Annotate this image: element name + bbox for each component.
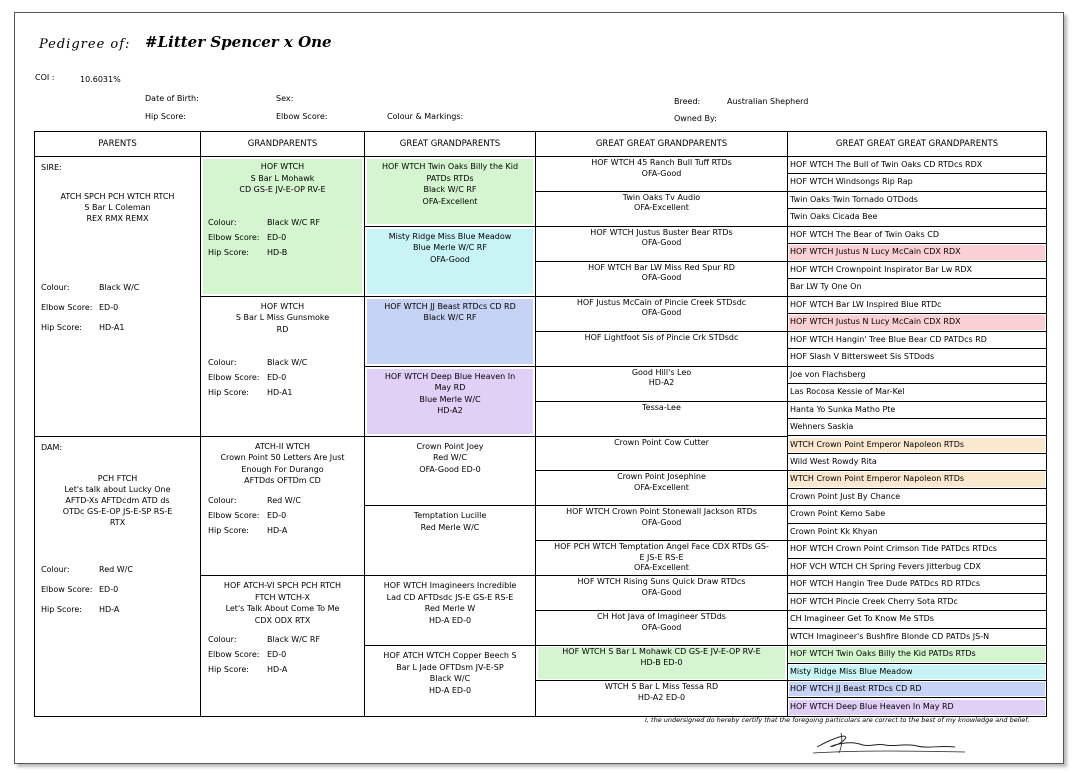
great-grandparent-cell — [365, 227, 535, 297]
ggg-grandparent-name: Bar LW Ty One On — [790, 282, 862, 292]
elbow-score-label: Elbow Score: — [276, 112, 328, 121]
ggg-grandparent-name: Crown Point Kemo Sabe — [790, 509, 886, 519]
great-grandparent-cell — [365, 576, 535, 646]
dam-hip-label: Hip Score: — [41, 604, 82, 614]
sire-elbow-label: Elbow Score: — [41, 303, 93, 312]
ggg-grandparent-row — [788, 419, 1046, 436]
gg-grandparent-cell — [536, 506, 787, 541]
gg-grandparent-cell — [536, 471, 787, 506]
ggg-grandparent-name: HOF WTCH The Bear of Twin Oaks CD — [790, 229, 939, 239]
ggg-grandparent-name: Crown Point Kk Khyan — [790, 526, 878, 536]
great-grandparent-cell — [365, 506, 535, 576]
gg-grandparent-cell — [536, 437, 787, 472]
gg-grandparent-name: HOF WTCH S Bar L Mohawk CD GS-E JV-E-OP RV-E HD-B ED-0 — [562, 647, 761, 667]
sire-colour-value: Black W/C — [99, 283, 140, 292]
dam-colour-value: Red W/C — [99, 564, 133, 574]
ggg-grandparent-name: HOF WTCH Pincie Creek Cherry Sota RTDc — [790, 596, 958, 606]
ggg-grandparent-row — [788, 244, 1046, 261]
great-grandparent-name: HOF WTCH Deep Blue Heaven In May RD Blue Merle W/C HD-A2 — [384, 371, 516, 416]
ggg-grandparent-name: Twin Oaks Twin Tornado OTDods — [790, 194, 918, 204]
gg-grandparent-name: HOF PCH WTCH Temptation Angel Face CDX RTDs GS- E JS-E RS-E OFA-Excellent — [554, 542, 769, 573]
gg-grandparent-name: HOF WTCH Bar LW Miss Red Spur RD OFA-Good — [588, 262, 735, 283]
dam-name: PCH FTCH Let's talk about Lucky One AFTD-Xs AFTDcdm ATD ds OTDc GS-E-OP JS-E-SP RS-E RTX — [62, 473, 173, 527]
gg-grandparent-name: WTCH S Bar L Miss Tessa RD HD-A2 ED-0 — [604, 682, 719, 702]
ggg-grandparents-column — [788, 132, 1046, 716]
ggg-grandparent-row — [788, 454, 1046, 471]
gg-grandparent-cell — [536, 262, 787, 297]
ggg-grandparent-row — [788, 629, 1046, 646]
ggg-grandparent-row — [788, 209, 1046, 226]
gg-grandparent-name: Good Hill's Leo HD-A2 — [631, 367, 692, 388]
great-grandparents-header: GREAT GRANDPARENTS — [365, 132, 535, 157]
sire-name: ATCH SPCH PCH WTCH RTCH S Bar L Coleman REX RMX REMX — [60, 192, 175, 223]
parents-column — [35, 132, 201, 716]
ggg-grandparent-row — [788, 524, 1046, 541]
ggg-grandparent-row — [788, 699, 1046, 716]
ggg-grandparent-row — [788, 157, 1046, 174]
grandparent-colour-label: Colour: — [208, 635, 237, 645]
ggg-grandparent-row — [788, 262, 1046, 279]
breed-value: Australian Shepherd — [727, 97, 809, 106]
gg-grandparent-name: Tessa-Lee — [642, 402, 681, 412]
gg-grandparent-name: HOF WTCH 45 Ranch Bull Tuff RTDs OFA-Good — [591, 158, 732, 178]
ggg-grandparent-row — [788, 559, 1046, 576]
ggg-grandparent-name: HOF WTCH Crown Point Crimson Tide PATDcs RTDcs — [790, 544, 997, 554]
gg-grandparent-name: Twin Oaks Tv Audio OFA-Excellent — [622, 192, 701, 213]
sire-role-label: SIRE: — [41, 163, 62, 172]
grandparent-colour-label: Colour: — [208, 218, 237, 227]
great-grandparent-name: Temptation Lucille Red Merle W/C — [413, 511, 487, 532]
grandparent-elbow-value: ED-0 — [267, 372, 287, 382]
gg-grandparent-name: HOF WTCH Justus Buster Bear RTDs OFA-Good — [590, 227, 733, 248]
ggg-grandparent-name: HOF WTCH Justus N Lucy McCain CDX RDX — [790, 317, 961, 327]
ggg-grandparent-name: HOF WTCH Deep Blue Heaven In May RD — [790, 701, 954, 711]
dam-colour-label: Colour: — [41, 564, 70, 574]
certification-text: I, the undersigned do hereby certify that the foregoing particulars are correct to the best of my knowledge and belief. — [645, 716, 1030, 724]
ggg-grandparent-row — [788, 611, 1046, 628]
grandparent-cell — [201, 576, 364, 716]
signature-icon — [805, 723, 975, 759]
ggg-grandparent-name: HOF WTCH The Bull of Twin Oaks CD RTDcs RDX — [790, 160, 983, 169]
sire-hip-label: Hip Score: — [41, 323, 82, 332]
grandparent-elbow-value: ED-0 — [267, 510, 287, 520]
ggg-grandparent-row — [788, 349, 1046, 366]
grandparent-elbow-label: Elbow Score: — [208, 372, 260, 382]
ggg-grandparent-row — [788, 227, 1046, 244]
pedigree-page — [14, 12, 1064, 764]
ggg-grandparent-name: WTCH Crown Point Emperor Napoleon RTDs — [790, 439, 965, 449]
ggg-grandparent-name: HOF WTCH Hangin' Tree Blue Bear CD PATDcs RD — [790, 334, 987, 344]
coi-value: 10.6031% — [80, 75, 121, 84]
ggg-grandparent-name: HOF WTCH Crownpoint Inspirator Bar Lw RDX — [790, 264, 972, 274]
grandparent-colour-value: Black W/C RF — [267, 218, 321, 227]
gg-grandparent-cell — [536, 576, 787, 611]
gg-grandparent-cell — [536, 611, 787, 646]
ggg-grandparent-row — [788, 192, 1046, 209]
pedigree-label: Pedigree of: — [39, 37, 131, 52]
grandparent-hip-value: HD-A — [267, 525, 288, 535]
ggg-grandparent-row — [788, 594, 1046, 611]
coi-label: COI : — [35, 73, 55, 82]
grandparent-colour-value: Black W/C — [267, 357, 308, 367]
great-grandparent-name: Crown Point Joey Red W/C OFA-Good ED-0 — [416, 441, 484, 474]
grandparent-cell — [201, 157, 364, 297]
great-grandparent-cell — [365, 157, 535, 227]
ggg-grandparent-name: Hanta Yo Sunka Matho Pte — [790, 404, 896, 414]
sire-hip-value: HD-A1 — [99, 323, 125, 332]
gg-grandparent-cell — [536, 402, 787, 437]
gg-grandparent-cell — [536, 646, 787, 681]
grandparent-hip-value: HD-A — [267, 665, 288, 675]
grandparents-header: GRANDPARENTS — [201, 132, 364, 157]
grandparent-colour-label: Colour: — [208, 495, 237, 505]
ggg-grandparent-name: HOF WTCH JJ Beast RTDcs CD RD — [790, 684, 922, 694]
ggg-grandparent-row — [788, 367, 1046, 384]
owned-by-label: Owned By: — [674, 114, 717, 123]
grandparent-name: HOF WTCH S Bar L Mohawk CD GS-E JV-E-OP RV-E — [239, 162, 326, 194]
ggg-grandparent-row — [788, 489, 1046, 506]
ggg-grandparent-row — [788, 332, 1046, 349]
grandparent-name: HOF WTCH S Bar L Miss Gunsmoke RD — [235, 301, 330, 334]
ggg-grandparent-row — [788, 541, 1046, 558]
pedigree-table — [34, 131, 1047, 717]
sire-elbow-value: ED-0 — [99, 303, 119, 312]
grandparent-elbow-value: ED-0 — [267, 233, 287, 242]
ggg-grandparent-name: Joe von Flachsberg — [790, 369, 866, 379]
gg-grandparents-header: GREAT GREAT GRANDPARENTS — [536, 132, 787, 157]
grandparent-hip-label: Hip Score: — [208, 665, 249, 675]
ggg-grandparent-name: HOF VCH WTCH CH Spring Fevers Jitterbug CDX — [790, 561, 981, 571]
grandparent-hip-value: HD-B — [267, 248, 288, 257]
litter-name: #Litter Spencer x One — [145, 33, 332, 51]
parents-header: PARENTS — [35, 132, 200, 157]
ggg-grandparent-name: Misty Ridge Miss Blue Meadow — [790, 666, 913, 676]
ggg-grandparent-row — [788, 384, 1046, 401]
ggg-grandparent-row — [788, 174, 1046, 191]
dam-elbow-label: Elbow Score: — [41, 584, 93, 594]
gg-grandparent-name: HOF WTCH Rising Suns Quick Draw RTDcs OFA-Good — [577, 577, 746, 597]
gg-grandparents-column — [536, 132, 788, 716]
sire-colour-label: Colour: — [41, 283, 70, 292]
ggg-grandparent-name: WTCH Imagineer's Bushfire Blonde CD PATDs JS-N — [790, 631, 990, 641]
gg-grandparent-name: HOF Justus McCain of Pincie Creek STDsdc OFA-Good — [576, 297, 747, 318]
ggg-grandparent-name: WTCH Crown Point Emperor Napoleon RTDs — [790, 474, 965, 484]
gg-grandparent-cell — [536, 332, 787, 367]
gg-grandparent-name: HOF WTCH Crown Point Stonewall Jackson RTDs OFA-Good — [566, 507, 757, 527]
ggg-grandparent-name: Wild West Rowdy Rita — [790, 456, 877, 466]
gg-grandparent-name: Crown Point Cow Cutter — [614, 437, 709, 447]
grandparent-cell — [201, 297, 364, 437]
great-grandparent-name: HOF WTCH JJ Beast RTDcs CD RD Black W/C RF — [384, 301, 516, 323]
grandparent-colour-value: Black W/C RF — [267, 635, 321, 645]
ggg-grandparent-row — [788, 279, 1046, 296]
ggg-grandparent-name: HOF WTCH Windsongs Rip Rap — [790, 177, 913, 187]
grandparent-cell — [201, 437, 364, 577]
gg-grandparent-name: Crown Point Josephine OFA-Excellent — [617, 472, 706, 492]
dam-cell — [35, 437, 200, 717]
dam-elbow-value: ED-0 — [99, 584, 119, 594]
ggg-grandparent-name: Crown Point Just By Chance — [790, 491, 901, 501]
ggg-grandparent-row — [788, 646, 1046, 663]
great-grandparent-name: HOF WTCH Twin Oaks Billy the Kid PATDs RTDs Black W/C RF OFA-Excellent — [381, 162, 519, 206]
great-grandparent-cell — [365, 297, 535, 367]
ggg-grandparent-row — [788, 297, 1046, 314]
ggg-grandparent-name: HOF WTCH Justus N Lucy McCain CDX RDX — [790, 247, 961, 257]
sex-label: Sex: — [276, 94, 294, 103]
grandparent-hip-value: HD-A1 — [267, 387, 293, 397]
ggg-grandparent-name: CH Imagineer Get To Know Me STDs — [790, 614, 934, 624]
great-grandparent-name: HOF WTCH Imagineers Incredible Lad CD AFTDsdc JS-E GS-E RS-E Red Merle W HD-A ED-0 — [383, 581, 517, 625]
ggg-grandparent-row — [788, 664, 1046, 681]
ggg-grandparents-header: GREAT GREAT GREAT GRANDPARENTS — [788, 132, 1046, 157]
grandparent-name: HOF ATCH-VI SPCH PCH RTCH FTCH WTCH-X Let's Talk About Come To Me CDX ODX RTX — [223, 581, 342, 625]
grandparent-hip-label: Hip Score: — [208, 387, 249, 397]
gg-grandparent-cell — [536, 681, 787, 716]
dob-label: Date of Birth: — [145, 94, 199, 103]
gg-grandparent-cell — [536, 227, 787, 262]
ggg-grandparent-name: HOF WTCH Hangin Tree Dude PATDcs RD RTDcs — [790, 579, 980, 589]
grandparent-hip-label: Hip Score: — [208, 525, 249, 535]
ggg-grandparent-row — [788, 437, 1046, 454]
gg-grandparent-cell — [536, 157, 787, 192]
grandparents-column — [201, 132, 365, 716]
colour-markings-label: Colour & Markings: — [387, 112, 464, 121]
gg-grandparent-cell — [536, 192, 787, 227]
ggg-grandparent-name: HOF WTCH Bar LW Inspired Blue RTDc — [790, 299, 942, 309]
dam-hip-value: HD-A — [99, 604, 120, 614]
ggg-grandparent-row — [788, 576, 1046, 593]
great-grandparent-cell — [365, 646, 535, 716]
great-grandparent-name: HOF ATCH WTCH Copper Beech S Bar L Jade OFTDsm JV-E-SP Black W/C HD-A ED-0 — [383, 651, 517, 695]
ggg-grandparent-row — [788, 471, 1046, 488]
breed-label: Breed: — [674, 97, 701, 106]
ggg-grandparent-row — [788, 506, 1046, 523]
gg-grandparent-cell — [536, 541, 787, 576]
great-grandparent-cell — [365, 367, 535, 437]
great-grandparent-cell — [365, 437, 535, 507]
ggg-grandparent-row — [788, 402, 1046, 419]
gg-grandparent-cell — [536, 297, 787, 332]
ggg-grandparent-name: HOF WTCH Twin Oaks Billy the Kid PATDs RTDs — [790, 649, 976, 659]
great-grandparents-column — [365, 132, 536, 716]
ggg-grandparent-name: Wehners Saskia — [790, 422, 854, 432]
gg-grandparent-name: CH Hot Java of Imagineer STDds OFA-Good — [597, 612, 726, 632]
gg-grandparent-name: HOF Lightfoot Sis of Pincie Crk STDsdc — [584, 332, 739, 342]
ggg-grandparent-name: Las Rocosa Kessie of Mar-Kel — [790, 387, 905, 397]
ggg-grandparent-name: Twin Oaks Cicada Bee — [790, 212, 878, 222]
grandparent-elbow-label: Elbow Score: — [208, 510, 260, 520]
hip-score-label: Hip Score: — [145, 112, 186, 121]
grandparent-elbow-label: Elbow Score: — [208, 233, 260, 242]
great-grandparent-name: Misty Ridge Miss Blue Meadow Blue Merle W/C RF OFA-Good — [388, 231, 512, 264]
grandparent-hip-label: Hip Score: — [208, 248, 249, 257]
grandparent-elbow-value: ED-0 — [267, 650, 287, 660]
grandparent-colour-label: Colour: — [208, 357, 237, 367]
ggg-grandparent-row — [788, 314, 1046, 331]
grandparent-elbow-label: Elbow Score: — [208, 650, 260, 660]
ggg-grandparent-row — [788, 681, 1046, 698]
sire-cell — [35, 157, 200, 437]
ggg-grandparent-name: HOF Slash V Bittersweet Sis STDods — [790, 352, 935, 362]
dam-role-label: DAM: — [41, 442, 63, 452]
grandparent-colour-value: Red W/C — [267, 495, 301, 505]
grandparent-name: ATCH-II WTCH Crown Point 50 Letters Are Just Enough For Durango AFTDds OFTDm CD — [220, 441, 345, 485]
gg-grandparent-cell — [536, 367, 787, 402]
